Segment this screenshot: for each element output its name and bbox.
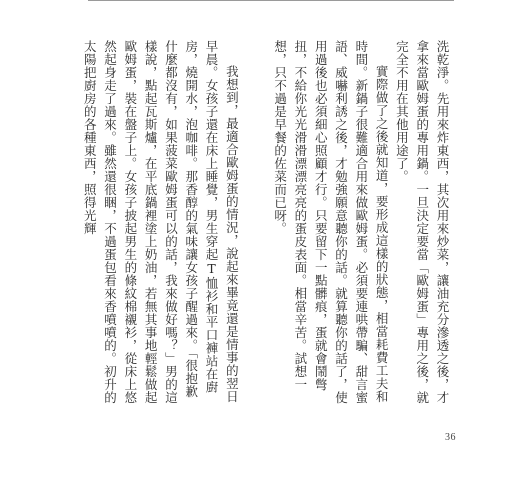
top-rule <box>88 0 454 1</box>
page-body-text <box>60 40 452 410</box>
paragraph-morning: 我想到，最適合歐姆蛋的情況，說起來畢竟還是情事的翌日早晨。女孩子還在床上睡覺，男生穿起T恤衫和平口褲站在廚房，燒開水，泡咖啡。那香醇的氣味讓女孩子醒過來。「很抱歉什麼都沒有，如果菠菜歐姆蛋可以的話，我來做好嗎？」男的這樣說，點起瓦斯爐，在平底鍋裡塗上奶油，若無其事地輕鬆做起歐姆蛋，裝在盤子上。女孩子披起男生的條紋棉襯衫，從床上悠然起身走了過來。雖然還很睏，不過蛋包看來香噴噴的。初升的太陽把廚房的各種東西，照得光輝 <box>82 40 240 404</box>
page-number: 36 <box>445 432 456 443</box>
paragraph-practice: 實際做了之後就知道，要形成這樣的狀態，相當耗費工夫和時間。新鍋子很難適合用來做歐姆蛋。必須要連哄帶騙、甜言蜜語、威嚇利誘之後，才勉強願意聽你的話。就算聽你的話了，使用過後也必須細心照顧才行。只要留下一點髒痕，蛋就會鬧彆扭，不給你光光滑滑漂漂亮亮的蛋皮表面。相當辛苦。試想一想，只不過是早餐的佐菜而已呀。 <box>272 40 390 404</box>
paragraph-continuation: 洗乾淨。先用來炸東西，其次用來炒菜，讓油充分滲透之後，才拿來當歐姆蛋的專用鍋。一旦決定要當「歐姆蛋」專用之後，就完全不用在其他用途了。 <box>394 40 450 404</box>
